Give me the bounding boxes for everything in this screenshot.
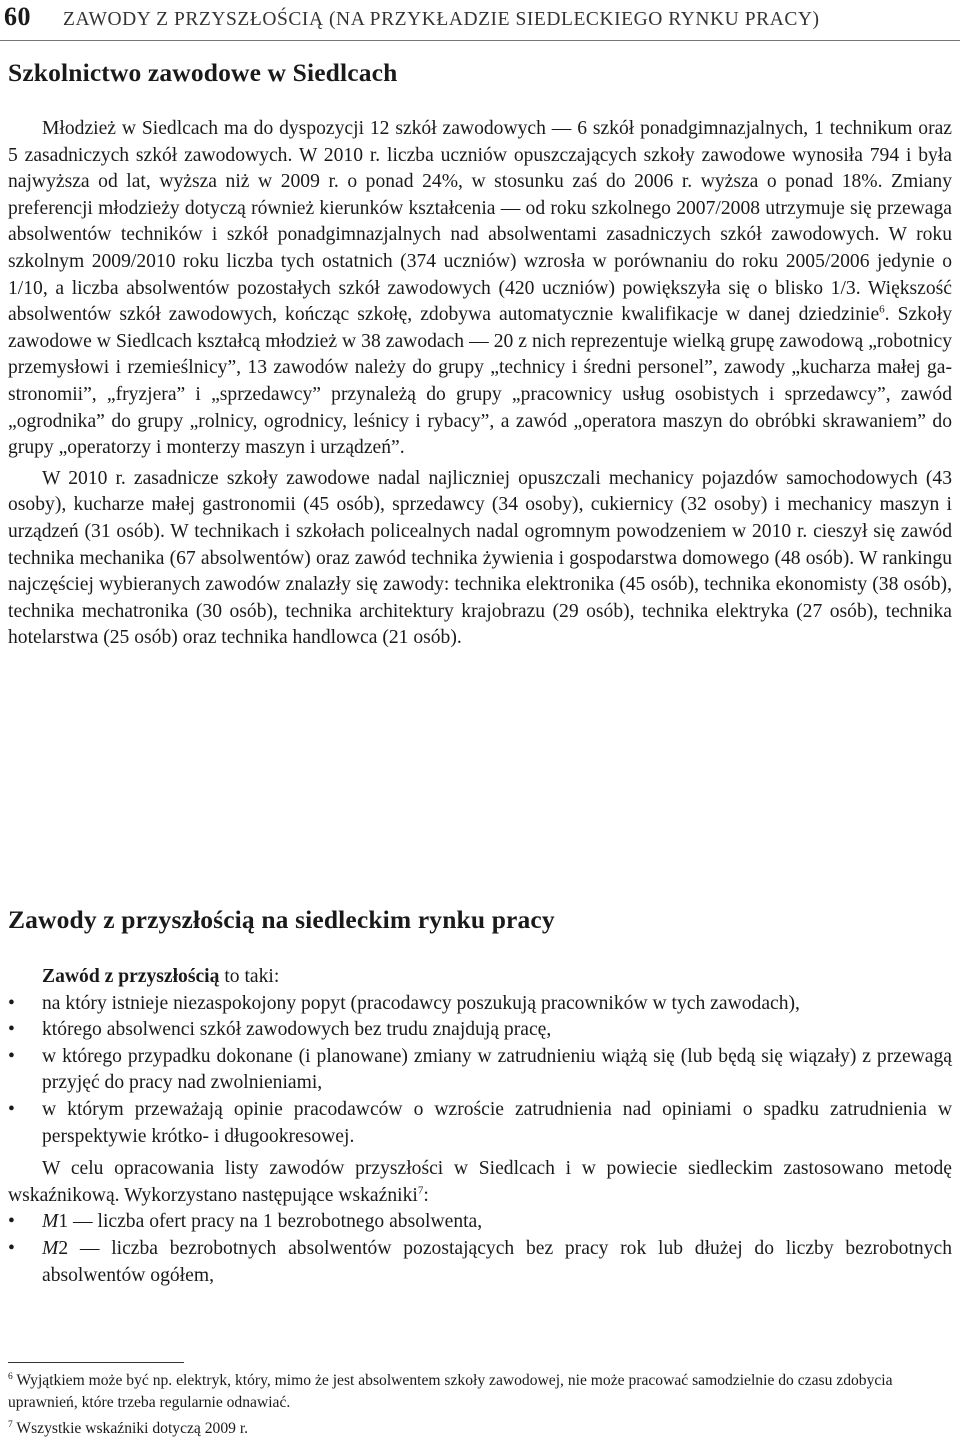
- indicator-list: [8, 1209, 952, 1289]
- running-title: ZAWODY Z PRZYSZŁOŚCIĄ (NA PRZYKŁADZIE SIEDLECKIEGO RYNKU PRACY): [63, 9, 820, 30]
- list-item-text: w którego przypadku dokonane (i planowane) zmiany w zatrudnieniu wiążą się (lub będą się wiązały) z przewagą przyjęć do pracy nad zwolnieniami,: [42, 1045, 952, 1094]
- page-number: 60: [4, 2, 31, 31]
- list-item-text: w którym przeważają opinie pracodawców o wzroście zatrudnienia nad opiniami o spadku zatrudnienia w perspektywie krótko- i długookresowej.: [42, 1098, 952, 1147]
- running-header: [4, 2, 956, 38]
- bullet-icon: •: [8, 1098, 15, 1120]
- paragraph-text: :: [423, 1184, 429, 1206]
- body-paragraph: [8, 1156, 952, 1209]
- footnote-reference[interactable]: 6: [879, 303, 885, 316]
- paragraph-text: W celu opracowania listy zawodów przyszłości w Siedlcach i w powiecie siedleckim zastosowano metodę wskaźnikową. Wykorzystano następujące wskaźniki: [8, 1158, 952, 1206]
- bullet-icon: •: [8, 1019, 15, 1041]
- list-item-text: na który istnieje niezaspokojony popyt (pracodawcy poszukują pracowników w tych zawodach),: [42, 992, 800, 1014]
- list-item: [8, 1097, 952, 1150]
- list-item-text: którego absolwenci szkół zawodowych bez trudu znajdują pracę,: [42, 1019, 552, 1041]
- defined-term: Zawód z przyszłością: [42, 966, 220, 987]
- paragraph-text: Młodzież w Siedlcach ma do dyspozycji 12 szkół zawodowych — 6 szkół ponadgimnazjalnych, 1 technikum oraz 5 zasadniczych szkół zawodowych. W 2010 r. liczba uczniów opuszczających szkoły zawodowe wynosiła 794 i była najwyższa od lat, wyższa niż w 2009 r. o ponad 24%, w stosunku zaś do 2006 r. wyższa o ponad 18%. Zmiany preferencji młodzieży dotyczą również kierunków kształcenia — od roku szkolnego 2007/2008 utrzymuje się przewaga absolwentów techników i szkół ponadgimnazjalnych nad absolwentami zasadniczych szkół zawodowych. W roku szkolnym 2009/2010 roku liczba tych ostatnich (374 uczniów) wzrosła w porównaniu do roku 2005/2006 jedynie o 1/10, a liczba absolwentów pozostałych szkół zawodowych (420 uczniów) powiększyła się o blisko 1/3. Większość absolwentów szkół zawodowych, kończąc szkołę, zdobywa automatycznie kwalifikacje w danej dziedzinie: [8, 118, 952, 326]
- indicator-symbol: M: [42, 1211, 59, 1233]
- intro-text: to taki:: [219, 966, 280, 987]
- indicator-index: 1: [58, 1211, 69, 1233]
- footnote: [8, 1414, 952, 1440]
- footnote-text: Wyjątkiem może być np. elektryk, który, mimo że jest absolwentem szkoły zawodowej, nie może pracować samodzielnie do czasu zdobycia uprawnień, które trzeba regularnie odnawiać.: [8, 1372, 893, 1412]
- indicator-symbol: M: [42, 1237, 59, 1259]
- section-heading-vocational-schools: Szkolnictwo zawodowe w Siedlcach: [8, 58, 398, 87]
- list-item: [8, 1044, 952, 1097]
- indicator-item: [8, 1236, 952, 1289]
- section-heading-future-occupations: Zawody z przyszłością na siedleckim rynku pracy: [8, 905, 555, 934]
- definition-intro: [8, 964, 952, 991]
- section-vocational-schools-body: [8, 116, 952, 652]
- indicator-index: 2: [58, 1237, 69, 1259]
- indicator-text: — liczba ofert pracy na 1 bezrobotnego absolwenta,: [68, 1211, 483, 1233]
- footnote-reference[interactable]: 7: [417, 1184, 424, 1197]
- criteria-list: [8, 991, 952, 1151]
- list-item: [8, 991, 952, 1018]
- bullet-icon: •: [8, 1045, 15, 1067]
- indicator-text: — liczba bezrobotnych absolwentów pozostających bez pracy rok lub dłużej do liczby bezrobotnych absolwentów ogółem,: [42, 1237, 952, 1286]
- footnote-text: Wszystkie wskaźniki dotyczą 2009 r.: [12, 1420, 249, 1438]
- footnote-divider: [8, 1362, 184, 1363]
- body-paragraph: [8, 116, 952, 462]
- list-item: [8, 1017, 952, 1044]
- footnote: [8, 1366, 952, 1414]
- footnote-number: 6: [8, 1372, 13, 1382]
- bullet-icon: •: [8, 1237, 15, 1259]
- footnotes: [8, 1366, 952, 1440]
- header-divider: [0, 40, 960, 41]
- paragraph-text: . Szkoły zawodowe w Siedlcach kształcą młodzież w 38 zawodach — 20 z nich reprezentuje wielką grupę zawodową „robotnicy przemysłowi i rzemieślnicy”, 13 zawodów należy do grupy „technicy i średni personel”, zawody „kucharza małej gastronomii”, „fryzjera” i „sprzedawcy” przynależą do grupy „pracownicy usług osobistych i sprzedawcy”, zawód „ogrodnika” do grupy „rolnicy, ogrodnicy, leśnicy i rybacy”, a zawód „operatora maszyn do obróbki skrawaniem” do grupy „operatorzy i monterzy maszyn i urządzeń”.: [8, 304, 952, 459]
- bullet-icon: •: [8, 1211, 15, 1233]
- footnote-number: 7: [8, 1420, 13, 1431]
- body-paragraph: W 2010 r. zasadnicze szkoły zawodowe nadal najliczniej opuszczali mechanicy pojazdów samochodowych (43 osoby), kucharze małej gastronomii (45 osób), sprzedawcy (34 osoby), cukiernicy (32 osoby) i mechanicy maszyn i urządzeń (31 osób). W technikach i szkołach policealnych nadal ogromnym powodzeniem w 2010 r. cieszył się zawód technika mechanika (67 absolwentów) oraz zawód technika żywienia i gospodarstwa domowego (48 osób). W rankingu najczęściej wybieranych zawodów znalazły się zawody: technika elektronika (45 osób), technika ekonomisty (38 osób), technika mechatronika (30 osób), technika architektury krajobrazu (29 osób), technika elektryka (27 osób), technika hotelarstwa (25 osób) oraz technika handlowca (21 osób).: [8, 467, 952, 649]
- bullet-icon: •: [8, 992, 15, 1014]
- indicator-item: [8, 1209, 952, 1236]
- section-future-occupations-body: [8, 964, 952, 1289]
